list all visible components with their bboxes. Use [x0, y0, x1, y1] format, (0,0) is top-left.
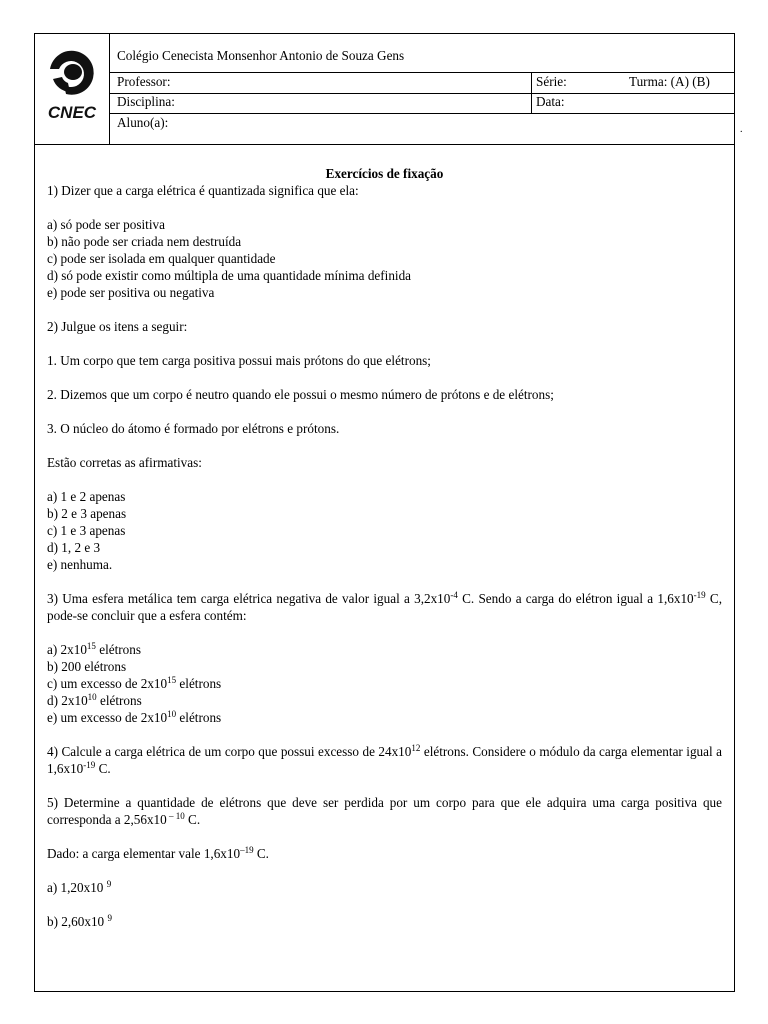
aluno-label: Aluno(a): [117, 115, 169, 130]
data-label: Data: [536, 94, 565, 109]
q1-prompt: 1) Dizer que a carga elétrica é quantizada significa que ela: [47, 183, 359, 198]
header-line-3 [110, 113, 735, 114]
q1-option: d) só pode existir como múltipla de uma quantidade mínima definida [47, 268, 412, 283]
q5-dado: Dado: a carga elementar vale $1,6x10^{-19}$ C. [47, 845, 269, 861]
logo-cell [34, 33, 110, 144]
q2-option: d) 1, 2 e 3 [47, 540, 101, 555]
q2-item: 1. Um corpo que tem carga positiva possui mais prótons do que elétrons; [47, 353, 431, 368]
q3-option: b) 200 elétrons [47, 659, 127, 674]
q3-option: a) $2x10^{15}$ elétrons [47, 641, 141, 657]
q1-option: e) pode ser positiva ou negativa [47, 285, 215, 300]
q5-option: a) 1,20x10 $^9$ [47, 879, 112, 895]
q2-item: 3. O núcleo do átomo é formado por elétrons e prótons. [47, 421, 340, 436]
stray-dot: . [740, 124, 743, 135]
disciplina-label: Disciplina: [117, 94, 175, 109]
logo-text: CNEC [47, 103, 97, 122]
q2-option: a) 1 e 2 apenas [47, 489, 126, 504]
q3-option: e) um excesso de $2x10^{10}$ elétrons [47, 709, 222, 725]
q1-option: b) não pode ser criada nem destruída [47, 234, 242, 249]
q5-prompt: 5) Determine a quantidade de elétrons que deve ser perdida por um corpo para que ele adquira uma carga positiva que corresponda a 2,56x10 $^{- 10}$ C. [47, 795, 722, 827]
exercise-content [47, 165, 722, 930]
q3-prompt: 3) Uma esfera metálica tem carga elétrica negativa de valor igual a $3,2x10^{-4}$ C. Sendo a carga do elétron igual a $1,6x10^{-19}$ C, pode-se concluir que a esfera contém: [47, 590, 723, 623]
header-divider [531, 72, 532, 113]
q4-prompt: 4) Calcule a carga elétrica de um corpo que possui excesso de $24x10^{12}$ elétrons. Considere o módulo da carga elementar igual a $1,6x10^{-19}$ C. [47, 743, 722, 776]
q3-option: c) um excesso de $2x10^{15}$ elétrons [47, 675, 222, 691]
serie-label: Série: [536, 74, 567, 89]
professor-label: Professor: [117, 74, 171, 89]
header-line-4 [34, 144, 735, 145]
q2-option: e) nenhuma. [47, 557, 113, 572]
q1-option: c) pode ser isolada em qualquer quantidade [47, 251, 276, 266]
q2-ask: Estão corretas as afirmativas: [47, 455, 202, 470]
cnec-logo [34, 33, 110, 144]
q2-item: 2. Dizemos que um corpo é neutro quando ele possui o mesmo número de prótons e de elétrons; [47, 387, 554, 402]
q5-option: b) 2,60x10 $^9$ [47, 913, 112, 929]
page-title: Exercícios de fixação [325, 166, 444, 181]
header-line-1 [110, 72, 735, 73]
turma-label: Turma: (A) (B) [629, 74, 710, 89]
q2-option: c) 1 e 3 apenas [47, 523, 126, 538]
q3-option: d) $2x10^{10}$ elétrons [47, 692, 142, 708]
school-name: Colégio Cenecista Monsenhor Antonio de Souza Gens [117, 48, 405, 63]
header-line-2 [110, 93, 735, 94]
q2-prompt: 2) Julgue os itens a seguir: [47, 319, 188, 334]
q2-option: b) 2 e 3 apenas [47, 506, 127, 521]
q1-option: a) só pode ser positiva [47, 217, 165, 232]
